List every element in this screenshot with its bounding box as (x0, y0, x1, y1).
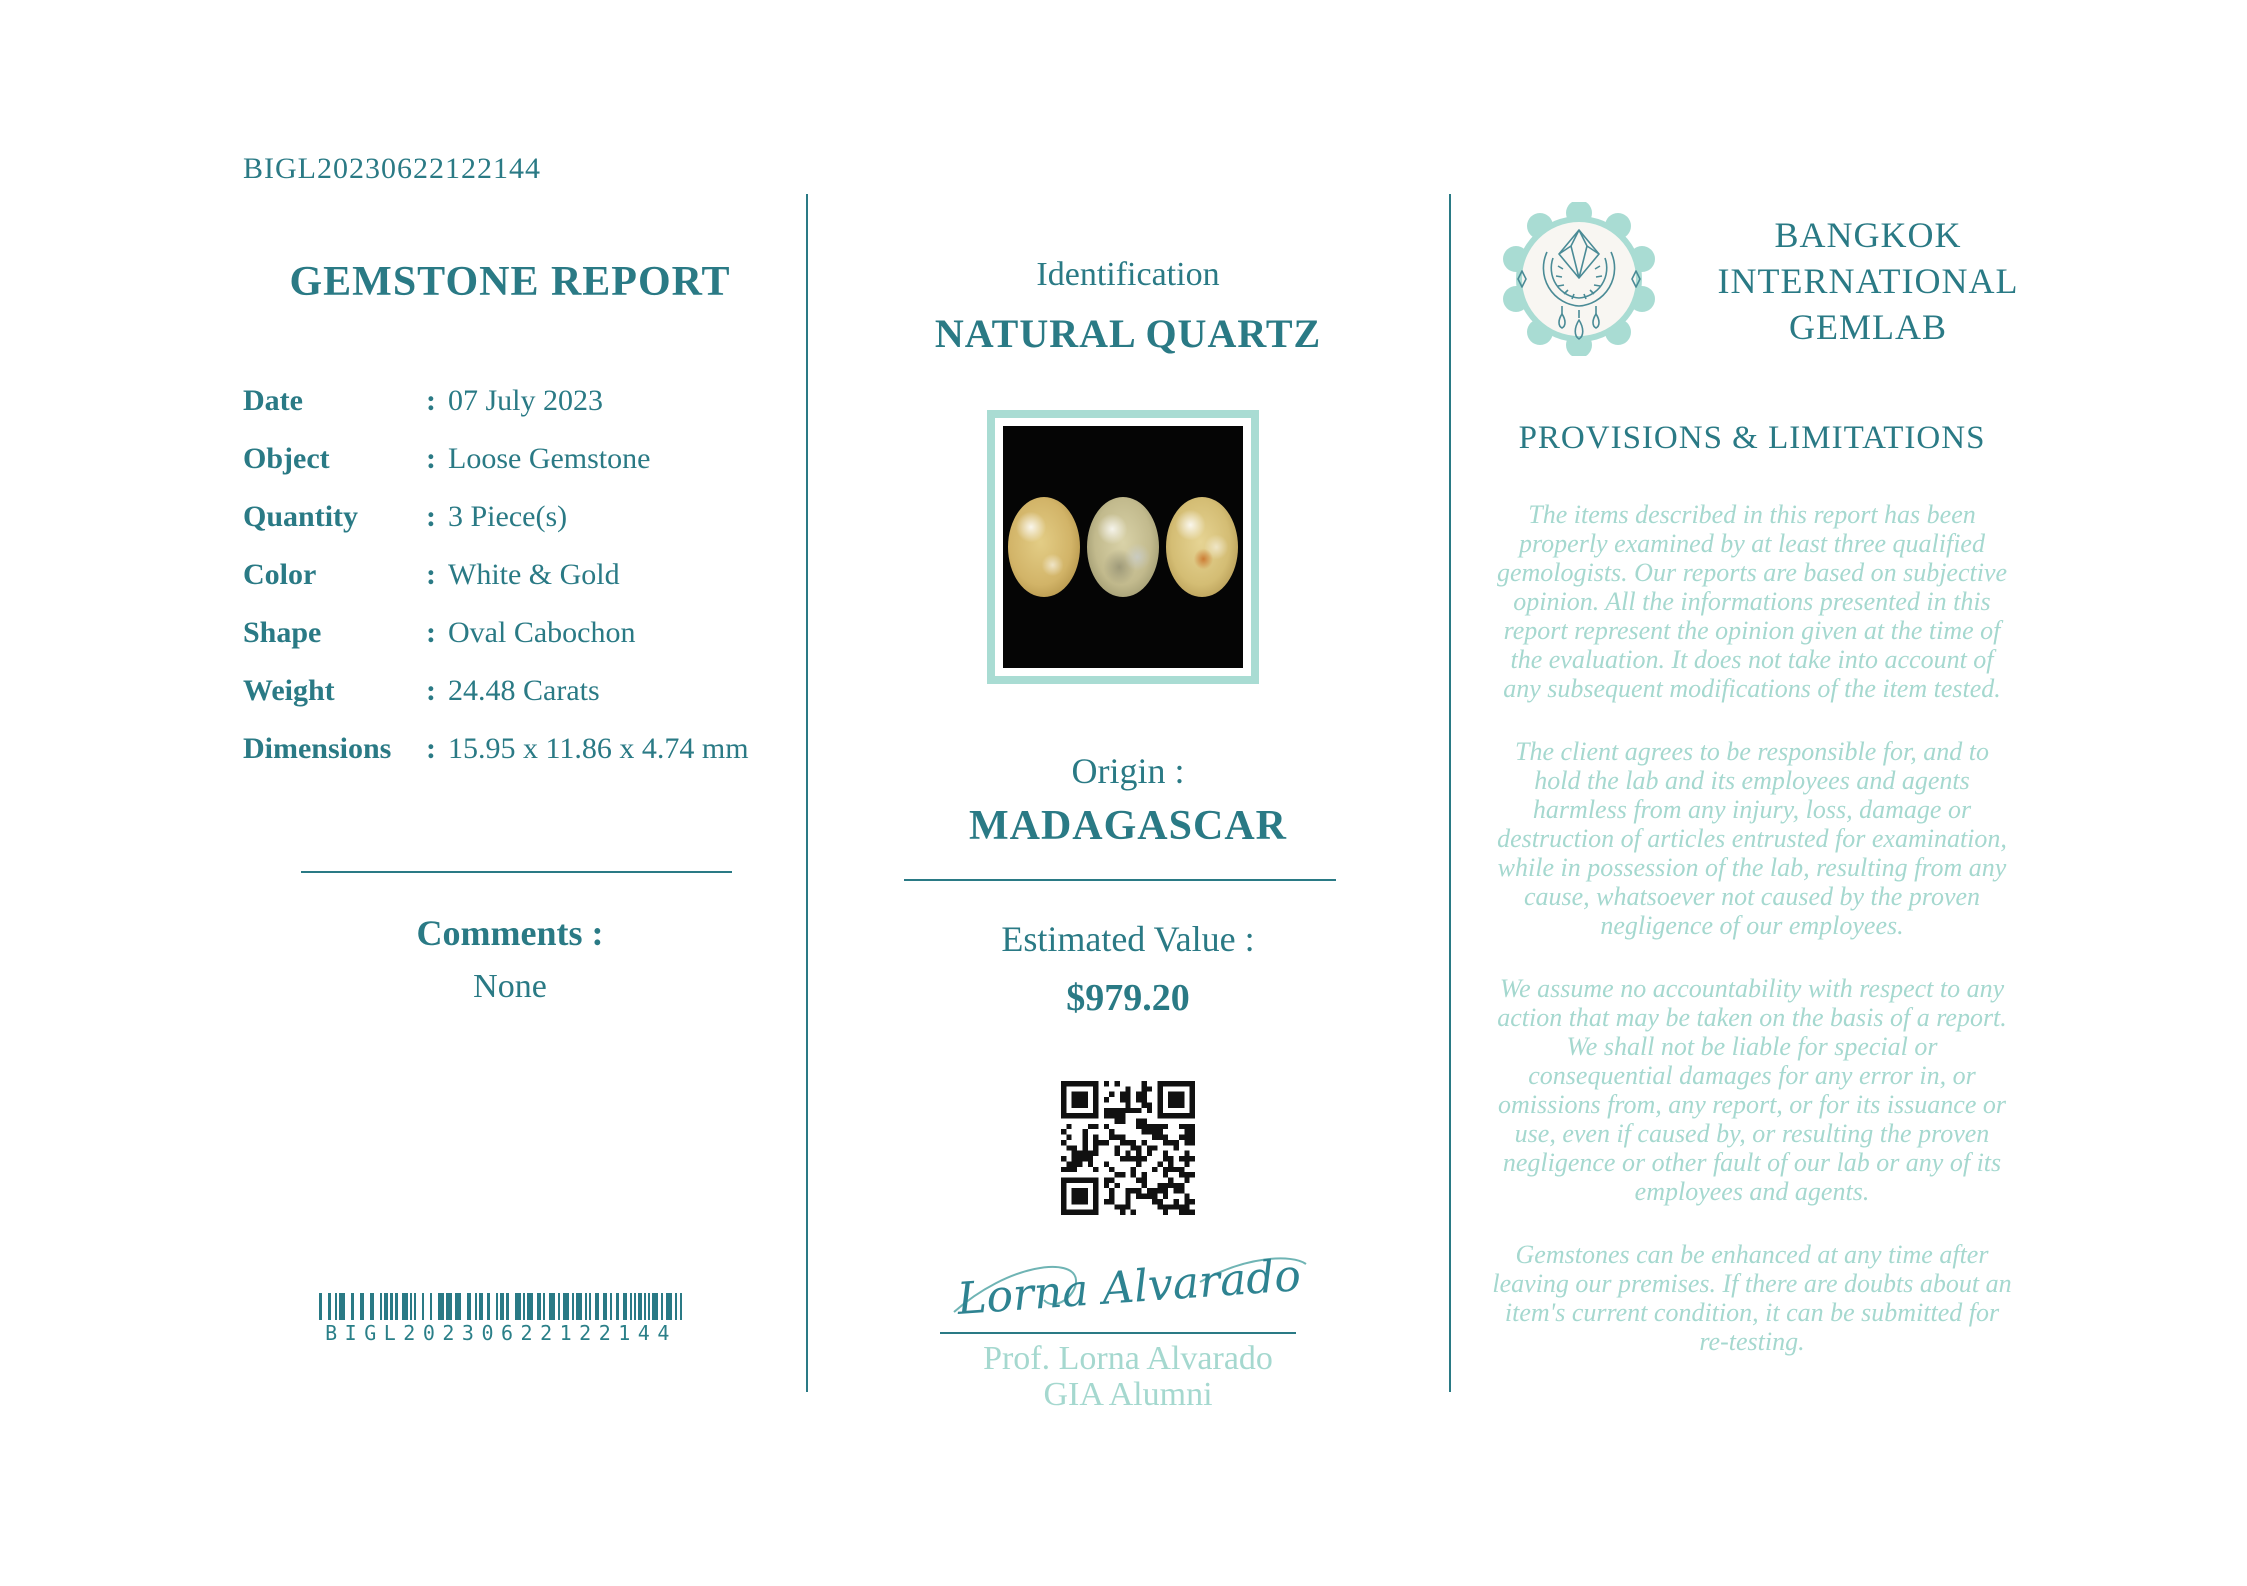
signature-underline (940, 1332, 1296, 1334)
field-value: Oval Cabochon (448, 616, 636, 649)
field-colon: : (426, 616, 436, 649)
signature-text: Lorna Alvarado (955, 1250, 1303, 1325)
gemstone-cabochon-1 (1008, 497, 1080, 597)
signature (948, 1238, 1312, 1330)
lab-name-line-3: GEMLAB (1789, 307, 1947, 348)
field-colon: : (426, 674, 436, 707)
field-label: Weight (243, 674, 335, 707)
identification-heading: Identification (1036, 256, 1220, 293)
report-barcode (319, 1293, 683, 1345)
field-value: White & Gold (448, 558, 620, 591)
field-row-date (243, 372, 783, 430)
provisions-paragraph-4: Gemstones can be enhanced at any time after leaving our premises. If there are doubts about an item's current condition, it can be submitted for re-testing. (1492, 1240, 2012, 1356)
comments-label: Comments : (416, 913, 604, 953)
provisions-paragraph-1: The items described in this report has been properly examined by at least three qualified gemologists. Our reports are based on subjective opinion. All the informations presented in this report represent the opinion given at the time of the evaluation. It does not take into account of any subsequent modifications of the item tested. (1496, 500, 2008, 703)
field-colon: : (426, 442, 436, 475)
field-label: Quantity (243, 500, 359, 533)
provisions-paragraph-3: We assume no accountability with respect to any action that may be taken on the basis of a report. We shall not be liable for special or consequential damages for any error in, or omissions from, any report, or for its issuance or use, even if caused by, or resulting the proven negligence or other fault of our lab or any of its employees and agents. (1497, 974, 2007, 1206)
report-number: BIGL20230622122144 (243, 152, 541, 185)
field-row-weight (243, 662, 783, 720)
lab-name-line-1: BANGKOK (1774, 215, 1962, 255)
field-colon: : (426, 500, 436, 533)
field-row-object (243, 430, 783, 488)
field-label: Object (243, 442, 330, 475)
field-colon: : (426, 558, 436, 591)
estimated-value-label: Estimated Value : (1001, 919, 1255, 959)
field-label: Shape (243, 616, 322, 649)
field-row-color (243, 546, 783, 604)
column-divider-left (806, 194, 808, 1392)
barcode-text: BIGL20230622122144 (325, 1321, 677, 1345)
provisions-paragraphs (1492, 500, 2012, 1390)
lab-name (1650, 212, 2086, 350)
field-colon: : (426, 732, 436, 765)
origin-label: Origin : (1071, 751, 1185, 791)
field-value: 15.95 x 11.86 x 4.74 mm (448, 732, 749, 765)
estimated-value: $979.20 (1066, 977, 1190, 1019)
gemstone-cabochon-3 (1166, 497, 1238, 597)
lab-name-line-2: INTERNATIONAL (1717, 261, 2019, 302)
value-divider (904, 879, 1336, 881)
report-title: GEMSTONE REPORT (289, 259, 731, 305)
field-row-quantity (243, 488, 783, 546)
gemstone-photo-frame (987, 410, 1259, 684)
field-colon: : (426, 384, 436, 417)
gem-crescent-badge-icon (1500, 202, 1658, 356)
report-fields-table (243, 372, 783, 778)
gemstone-photo (1003, 426, 1243, 668)
column-divider-right (1449, 194, 1451, 1392)
comments-value: None (473, 968, 547, 1005)
comments-divider (301, 871, 732, 873)
field-value: 24.48 Carats (448, 674, 600, 707)
field-value: 3 Piece(s) (448, 500, 568, 533)
provisions-paragraph-2: The client agrees to be responsible for, and to hold the lab and its employees and agents harmless from any injury, loss, damage or destruction of articles entrusted for examination, while in possession of the lab, resulting from any cause, whatsoever not caused by the proven negligence of our employees. (1497, 737, 2007, 940)
qr-code (1061, 1081, 1195, 1215)
signatory-title: GIA Alumni (1043, 1376, 1213, 1413)
signatory-name: Prof. Lorna Alvarado (983, 1340, 1273, 1377)
gemstone-cabochon-2 (1087, 497, 1159, 597)
barcode-bars (319, 1293, 683, 1320)
field-label: Dimensions (243, 732, 392, 765)
field-row-dimensions (243, 720, 783, 778)
origin-value: MADAGASCAR (969, 803, 1287, 849)
field-row-shape (243, 604, 783, 662)
field-label: Date (243, 384, 303, 417)
identification-value: NATURAL QUARTZ (934, 311, 1322, 356)
field-label: Color (243, 558, 317, 591)
provisions-heading: PROVISIONS & LIMITATIONS (1518, 420, 1986, 456)
field-value: 07 July 2023 (448, 384, 604, 417)
field-value: Loose Gemstone (448, 442, 651, 475)
